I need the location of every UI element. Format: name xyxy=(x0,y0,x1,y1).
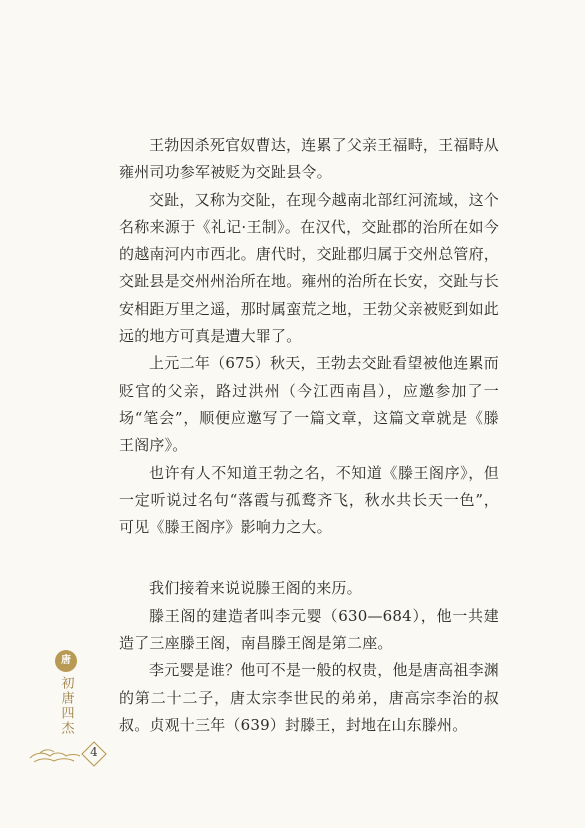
paragraph: 我们接着来说说滕王阁的来历。 xyxy=(149,579,362,598)
section-divider xyxy=(119,541,499,575)
series-badge-icon: 唐 xyxy=(55,650,77,672)
paragraph: 交趾，又称为交阯，在现今越南北部红河流域，这个名称来源于《礼记·王制》。在汉代，交趾郡的治所在如今的越南河内市西北。唐代时，交趾郡归属于交州总管府，交趾县是交州州治所在地。雍州的治所在长安，交趾与长安相距万里之遥，那时属蛮荒之地，王勃父亲被贬到如此远的地方可真是遭大罪了。 xyxy=(119,190,500,346)
page-number: 4 xyxy=(90,745,98,759)
paragraph: 上元二年（675）秋天，王勃去交趾看望被他连累而贬官的父亲，路过洪州（今江西南昌），应邀参加了一场“笔会”，顺便应邀写了一篇文章，这篇文章就是《滕王阁序》。 xyxy=(119,354,499,455)
side-series-label xyxy=(51,650,81,736)
paragraph: 李元婴是谁？他可不是一般的权贵，他是唐高祖李渊的第二十二子，唐太宗李世民的弟弟，唐高宗李治的叔叔。贞观十三年（639）封滕王，封地在山东滕州。 xyxy=(119,661,499,734)
main-content xyxy=(119,132,499,739)
series-title: 初唐四杰 xyxy=(58,676,74,736)
paragraph: 滕王阁的建造者叫李元婴（630—684），他一共建造了三座滕王阁，南昌滕王阁是第二座。 xyxy=(119,606,499,653)
paragraph: 也许有人不知道王勃之名，不知道《滕王阁序》，但一定听说过名句“落霞与孤鹜齐飞，秋水共长天一色”，可见《滕王阁序》影响力之大。 xyxy=(119,463,499,537)
page-number-block xyxy=(26,738,110,770)
paragraph: 王勃因杀死官奴曹达，连累了父亲王福畤，王福畤从雍州司功参军被贬为交趾县令。 xyxy=(119,136,499,182)
